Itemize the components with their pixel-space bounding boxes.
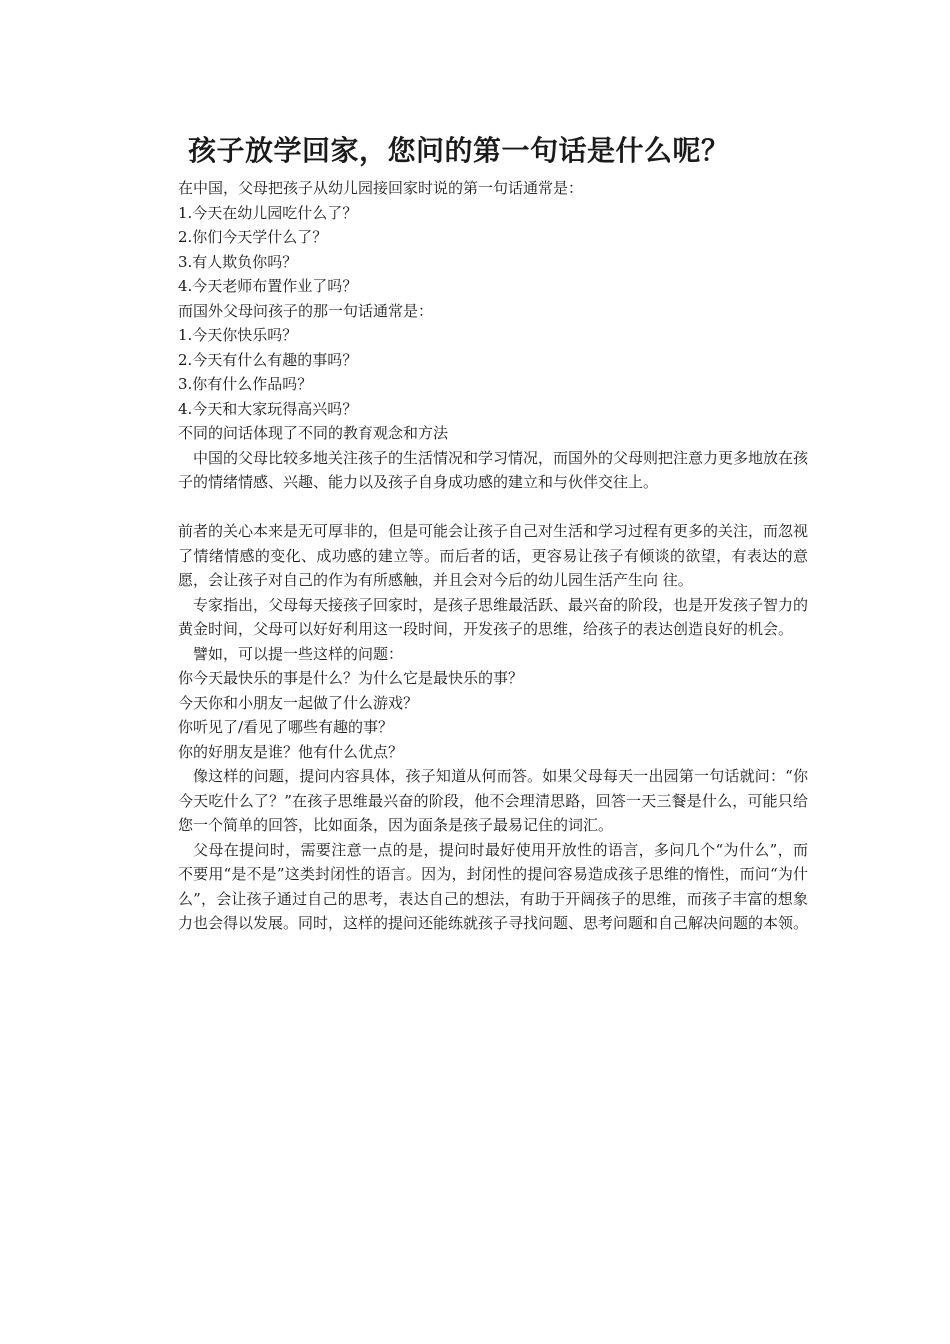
blank-line [178, 495, 808, 520]
paragraph-2: 前者的关心本来是无可厚非的，但是可能会让孩子自己对生活和学习过程有更多的关注，而忽视了情绪情感的变化、成功感的建立等。而后者的话，更容易让孩子有倾谈的欲望，有表达的意愿，会让孩子对自己的作为有所感触，并且会对今后的幼儿园生活产生向 往。 [178, 522, 809, 589]
summary-line: 不同的问话体现了不同的教育观念和方法 [178, 424, 449, 442]
example-question-4: 你的好朋友是谁？他有什么优点？ [178, 742, 404, 761]
abroad-question-2: 2.今天有什么有趣的事吗？ [178, 350, 358, 369]
abroad-question-4: 4.今天和大家玩得高兴吗？ [178, 399, 358, 418]
intro-china: 在中国，父母把孩子从幼儿园接回家时说的第一句话通常是： [178, 179, 584, 197]
intro-abroad: 而国外父母问孩子的那一句话通常是： [178, 301, 434, 320]
example-question-3: 你听见了/看见了哪些有趣的事？ [178, 718, 394, 736]
paragraph-5: 像这样的问题，提问内容具体，孩子知道从何而答。如果父母每天一出园第一句话就问：“你今天吃什么了？”在孩子思维最兴奋的阶段，他不会理清思路，回答一天三餐是什么，可能只给您一个简单的回答，比如面条，因为面条是孩子最易记住的词汇。 [178, 767, 808, 834]
paragraph-1: 中国的父母比较多地关注孩子的生活情况和学习情况，而国外的父母则把注意力更多地放在孩子的情绪情感、兴趣、能力以及孩子自身成功感的建立和与伙伴交往上。 [178, 448, 809, 491]
china-question-3: 3.有人欺负你吗？ [178, 252, 298, 271]
example-question-1: 你今天最快乐的事是什么？为什么它是最快乐的事？ [178, 669, 524, 687]
china-question-1: 1.今天在幼儿园吃什么了？ [178, 203, 358, 222]
example-question-2: 今天你和小朋友一起做了什么游戏？ [178, 693, 419, 712]
abroad-question-1: 1.今天你快乐吗？ [178, 326, 298, 344]
document-page [178, 128, 808, 936]
abroad-question-3: 3.你有什么作品吗？ [178, 375, 313, 393]
paragraph-6: 父母在提问时，需要注意一点的是，提问时最好使用开放性的语言，多问几个“为什么”，而不要用“是不是”这类封闭性的语言。因为，封闭性的提问容易造成孩子思维的惰性，而问“为什么”，会让孩子通过自己的思考，表达自己的想法，有助于开阔孩子的思维，而孩子丰富的想象力也会得以发展。同时，这样的提问还能练就孩子寻找问题、思考问题和自己解决问题的本领。 [178, 840, 809, 932]
china-question-4: 4.今天老师布置作业了吗？ [178, 277, 358, 295]
paragraph-4: 譬如，可以提一些这样的问题： [193, 644, 404, 663]
document-title: 孩子放学回家，您问的第一句话是什么呢？ [188, 134, 730, 167]
china-question-2: 2.你们今天学什么了？ [178, 228, 328, 246]
paragraph-3: 专家指出，父母每天接孩子回家时，是孩子思维最活跃、最兴奋的阶段，也是开发孩子智力的黄金时间，父母可以好好利用这一段时间，开发孩子的思维，给孩子的表达创造良好的机会。 [178, 595, 809, 638]
